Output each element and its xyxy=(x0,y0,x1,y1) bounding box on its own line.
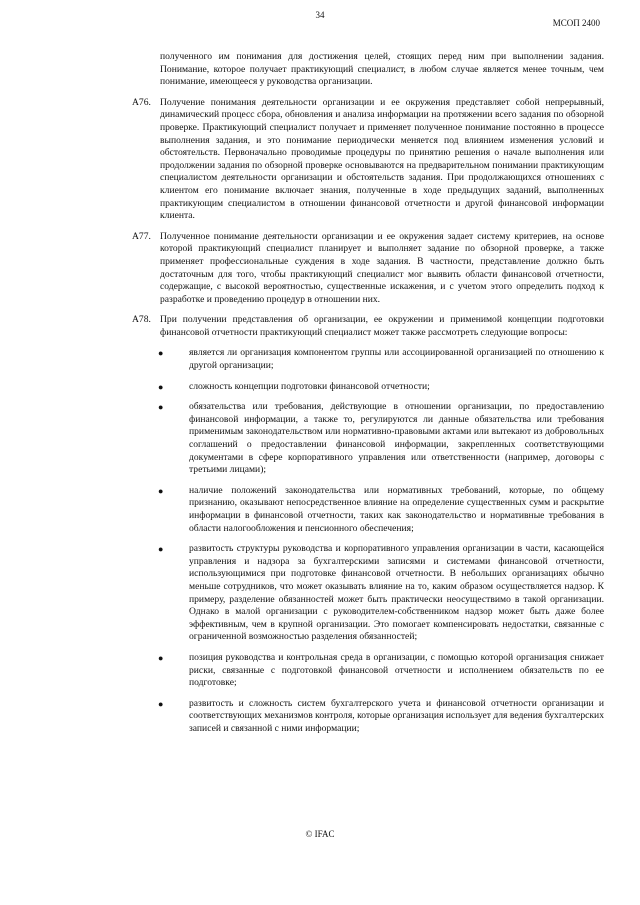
paragraph-text: При получении представления об организации, ее окружении и применимой концепции подготовки финансовой отчетности практикующий специалист может также рассмотреть следующие вопросы: xyxy=(160,314,604,338)
paragraph-text: Получение понимания деятельности организации и ее окружения представляет собой непрерывный, динамический процесс сбора, обновления и анализа информации на протяжении всего задания по обзорной проверке. Практикующий специалист получает и применяет полученное понимание постоянно в процессе выполнения задания, и это понимание периодически меняется под влиянием изменения условий и обстоятельств. Первоначально проводимые процедуры по принятию решения о начале выполнения или продолжении задания по обзорной проверке основываются на предварительном понимании практикующим специалистом деятельности организации и обстоятельств задания. При продолжающихся отношениях с клиентом его понимание включает знания, полученные в ходе предыдущих заданий, выполненных практикующим специалистом в отношении финансовой отчетности и другой финансовой информации клиента. xyxy=(160,96,604,222)
bullet-icon: ● xyxy=(158,652,164,663)
list-item xyxy=(132,401,604,477)
copyright-footer: © IFAC xyxy=(305,829,335,839)
paragraph-number: A76. xyxy=(132,96,151,108)
paragraph-number: A78. xyxy=(132,314,151,326)
list-item-text: обязательства или требования, действующие в отношении организации, по предоставлению финансовой информации, а также то, регулируются ли данные обязательства или требования применимым законодательством или нормативно-правовыми актами или вытекают из добровольных соглашений о предоставлении финансовой информации, закрепленных соответствующими документами в сфере корпоративного управления или ответственности (например, договоры с третьими лицами); xyxy=(189,401,604,476)
list-item xyxy=(132,485,604,535)
list-item-text: развитость структуры руководства и корпоративного управления организации в части, касающейся управления и надзора за бухгалтерскими записями и системами финансовой отчетности, использующимися при подготовке финансовой отчетности. В небольших организациях обычно меньше сотрудников, что может оказывать влияние на то, каким образом осуществляется надзор. К примеру, разделение обязанностей может быть практически неосуществимо в такой организации. Однако в малой организации с руководителем-собственником надзор может быть даже более эффективным, чем в крупной организации. Это помогает компенсировать недостатки, связанные с ограниченной возможностью разделения обязанностей; xyxy=(189,543,604,643)
bullet-icon: ● xyxy=(158,402,164,413)
bullet-icon: ● xyxy=(158,698,164,709)
bullet-icon: ● xyxy=(158,485,164,496)
bullet-list xyxy=(132,347,604,735)
list-item-text: сложность концепции подготовки финансовой отчетности; xyxy=(189,380,430,392)
page-number: 34 xyxy=(315,10,325,20)
list-item-text: позиция руководства и контрольная среда в организации, с помощью которой организация снижает риски, связанные с подготовкой финансовой отчетности и исполнением обязательств по ее подготовке; xyxy=(189,651,604,689)
list-item xyxy=(132,347,604,372)
paragraph-a78 xyxy=(132,314,604,339)
list-item-text: является ли организация компонентом группы или ассоциированной организацией по отношению к другой организации; xyxy=(189,347,604,372)
list-item xyxy=(132,543,604,644)
list-item-text: развитость и сложность систем бухгалтерского учета и финансовой отчетности организации и соответствующих механизмов контроля, которые организация использует для ведения бухгалтерских записей и связанной с ними информации; xyxy=(189,697,604,734)
bullet-icon: ● xyxy=(158,544,164,555)
list-item xyxy=(132,652,604,690)
standard-code: МСОП 2400 xyxy=(552,18,600,28)
list-item xyxy=(132,698,604,736)
paragraph-a76 xyxy=(132,97,604,223)
list-item-text: наличие положений законодательства или нормативных требований, которые, по общему признанию, оказывают непосредственное влияние на определение существенных сумм и раскрытие информации в финансовой отчетности, таких как законодательство и нормативные требования в области налогообложения и пенсионного обеспечения; xyxy=(189,484,604,534)
list-item xyxy=(132,381,604,394)
paragraph-text: Полученное понимание деятельности организации и ее окружения задает систему критериев, на основе которой практикующий специалист планирует и выполняет задание по обзорной проверке, а также применяет профессиональные суждения в ходе задания. В частности, представление должно быть достаточным для того, чтобы практикующий специалист мог выявить области финансовой отчетности, содержащие, с высокой вероятностью, существенные искажения, и с учетом этого определить подход к разработке и проведению процедур в отношении них. xyxy=(160,230,604,305)
paragraph-a77 xyxy=(132,231,604,307)
document-body xyxy=(132,51,604,744)
bullet-icon: ● xyxy=(158,348,164,359)
paragraph-number: A77. xyxy=(132,230,151,242)
intro-continuation: полученного им понимания для достижения целей, стоящих перед ним при выполнении задания. Понимание, которое получает практикующий специалист, в любом случае является менее точным, чем понимание, имеющееся у руководства организации. xyxy=(160,51,604,88)
bullet-icon: ● xyxy=(158,381,164,392)
